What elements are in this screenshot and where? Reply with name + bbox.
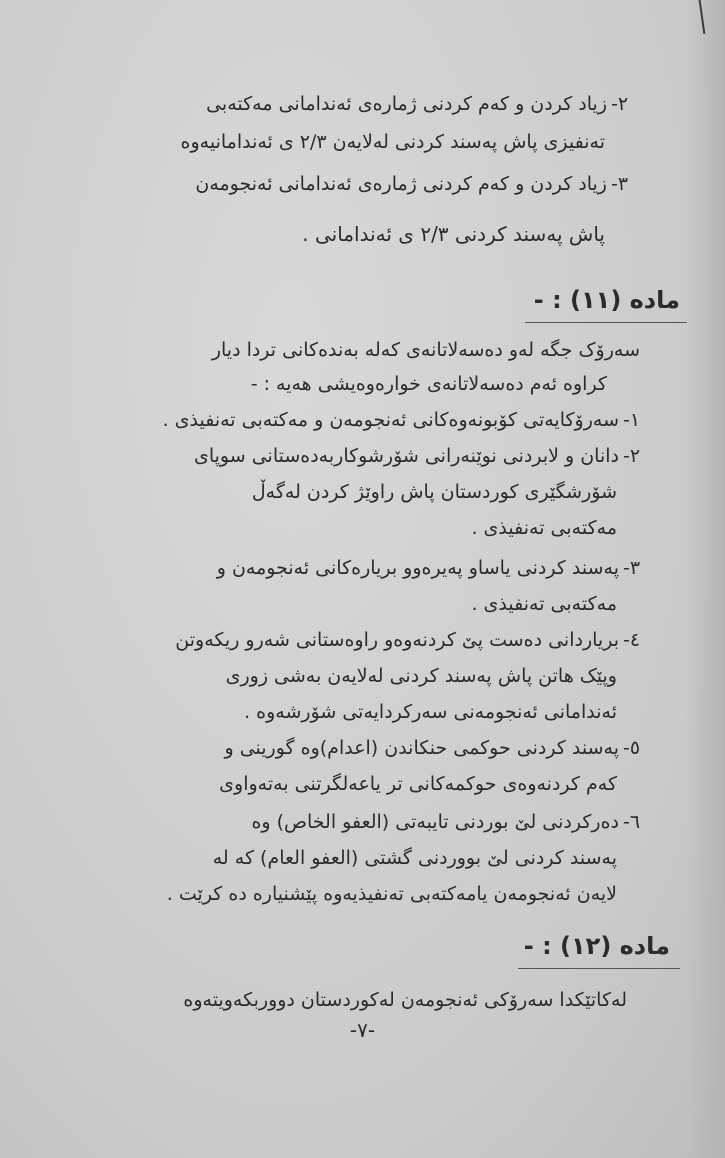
- line-14: وپێک هاتن پاش پەسند کردنی لەلایەن بەشی زوری: [225, 665, 617, 687]
- page-shadow-edge: [685, 0, 725, 1158]
- line-3: ٣-زیاد کردن و کەم کردنی ژمارەی ئەندامانی ئەنجومەن: [195, 173, 629, 195]
- line-18: ٦-دەرکردنی لێ بوردنی تایبەتی (العفو الخاص) وە: [251, 811, 641, 833]
- heading-11-underline: [525, 322, 687, 323]
- heading-article-11: مادە (١١) : -: [533, 286, 680, 314]
- line-1: ٢-زیاد کردن و کەم کردنی ژمارەی ئەندامانی مەکتەبی: [206, 93, 629, 115]
- line-8: ٢-دانان و لابردنی نوێنەرانی شۆرشوکاربەدەستانی سوپای: [193, 445, 641, 467]
- line-7: ١-سەرۆکایەتی کۆبونەوەکانی ئەنجومەن و مەکتەبی تەنفیذی .: [162, 409, 641, 431]
- heading-12-underline: [518, 968, 680, 969]
- line-6: کراوە ئەم دەسەلاتانەی خوارەوەیشی هەیە : -: [250, 373, 607, 395]
- line-5: سەرۆک جگە لەو دەسەلاتانەی کەلە بەندەکانی تردا دیار: [211, 339, 640, 361]
- line-4: پاش پەسند کردنی ٢/٣ ی ئەندامانی .: [302, 222, 605, 246]
- line-16: ٥-پەسند کردنی حوکمی حنکاندن (اعدام)وە گورینی و: [224, 737, 641, 759]
- page-number: -٧-: [349, 1018, 376, 1042]
- line-15: ئەندامانی ئەنجومەنی سەرکردایەتی شۆرشەوە .: [244, 701, 617, 723]
- line-12: مەکتەبی تەنفیذی .: [471, 593, 617, 615]
- line-21: لەکاتێکدا سەرۆکی ئەنجومەن لەکوردستان دووربکەویتەوە: [183, 989, 627, 1011]
- line-10: مەکتەبی تەنفیذی .: [471, 517, 617, 539]
- line-17: کەم کردنەوەی حوکمەکانی تر یاعەلگرتنی بەتەواوی: [219, 773, 617, 795]
- line-9: شۆرشگێری کوردستان پاش راوێژ کردن لەگەڵ: [251, 481, 617, 503]
- line-13: ٤-بریاردانی دەست پێ کردنەوەو راوەستانی شەرو ریکەوتن: [175, 629, 641, 651]
- line-19: پەسند کردنی لێ بووردنی گشتی (العفو العام) کە لە: [212, 847, 617, 869]
- line-11: ٣-پەسند کردنی یاساو پەیرەوو بریارەکانی ئەنجومەن و: [216, 557, 641, 579]
- heading-article-12: مادە (١٢) : -: [523, 932, 670, 960]
- line-2: تەنفیزی پاش پەسند کردنی لەلایەن ٢/٣ ی ئەندامانیەوە: [180, 131, 605, 153]
- line-20: لایەن ئەنجومەن یامەکتەبی تەنفیذیەوە پێشنیارە دە کرێت .: [166, 883, 617, 905]
